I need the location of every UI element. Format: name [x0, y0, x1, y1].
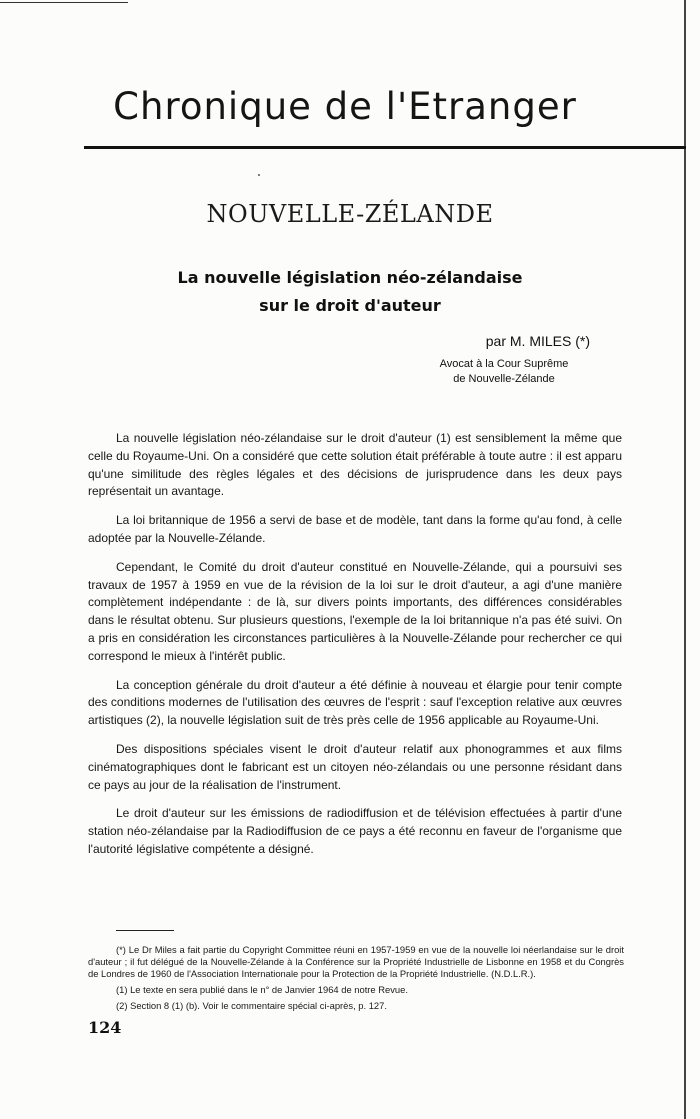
body-paragraph: Le droit d'auteur sur les émissions de radiodiffusion et de télévision effectuées à partir d'une station néo-zélandaise par la Radiodiffusion de ce pays a été reconnu en faveur de l'organisme que l'autorité législative compétente a désigné.	[88, 806, 622, 856]
footnote: (1) Le texte en sera publié dans le n° de Janvier 1964 de notre Revue.	[116, 984, 408, 995]
article-title-line-2: sur le droit d'auteur	[259, 296, 441, 315]
body-paragraph: Cependant, le Comité du droit d'auteur constitué en Nouvelle-Zélande, qui a poursuivi ses travaux de 1957 à 1959 en vue de la révision de la loi sur le droit d'auteur, a agi d'une manière complètement indépendante : de là, sur divers points importants, des différences considérables dans le résultat obtenu. Sur plusieurs questions, l'exemple de la loi britannique n'a pas été suivi. On a pris en considération les circonstances particulières à la Nouvelle-Zélande pour rechercher ce qui correspond le mieux à l'intérêt public.	[88, 559, 622, 663]
footnote: (*) Le Dr Miles a fait partie du Copyright Committee réuni en 1957-1959 en vue de la nouvelle loi néerlandaise sur le droit d'auteur ; il fut délégué de la Nouvelle-Zélande à la Conférence sur la Propriété Industrielle de Lisbonne en 1958 et du Congrès de Londres de 1960 de l'Association Internationale pour la Protection de la Propriété Industrielle. (N.D.L.R.).	[88, 944, 624, 979]
footnote-separator	[116, 930, 174, 931]
affiliation-line-2: de Nouvelle-Zélande	[453, 373, 555, 385]
affiliation-line-1: Avocat à la Cour Suprême	[439, 358, 569, 370]
scan-speck	[258, 174, 260, 176]
section-title: Chronique de l'Etranger	[113, 85, 577, 128]
footnotes	[88, 944, 624, 1016]
page-number: 124	[88, 1018, 122, 1037]
article-title	[150, 264, 550, 320]
footnote: (2) Section 8 (1) (b). Voir le commentaire spécial ci-après, p. 127.	[116, 1000, 387, 1011]
country-heading: NOUVELLE-ZÉLANDE	[206, 200, 494, 228]
scan-edge-line	[0, 2, 128, 3]
body-paragraph: La loi britannique de 1956 a servi de base et de modèle, tant dans la forme qu'au fond, à celle adoptée par la Nouvelle-Zélande.	[88, 513, 622, 545]
body-paragraph: La nouvelle législation néo-zélandaise sur le droit d'auteur (1) est sensiblement la même que celle du Royaume-Uni. On a considéré que cette solution était préférable à toute autre : il est apparu qu'une similitude des règles légales et des décisions de jurisprudence dans les deux pays représentait un avantage.	[88, 431, 622, 499]
scan-page-edge	[684, 0, 686, 1119]
title-rule	[84, 146, 686, 149]
body-paragraph: Des dispositions spéciales visent le droit d'auteur relatif aux phonogrammes et aux films cinématographiques dont le fabricant est un citoyen néo-zélandais ou une personne résidant dans ce pays au jour de la réalisation de l'instrument.	[88, 741, 622, 792]
article-title-line-1: La nouvelle législation néo-zélandaise	[177, 268, 523, 287]
author-byline: par M. MILES (*)	[485, 333, 590, 349]
author-affiliation	[404, 357, 604, 387]
article-body	[88, 430, 622, 870]
body-paragraph: La conception générale du droit d'auteur a été définie à nouveau et élargie pour tenir compte des conditions modernes de l'utilisation des œuvres de l'esprit : sauf l'exception relative aux œuvres artistiques (2), la nouvelle législation suit de très près celle de 1956 applicable au Royaume-Uni.	[88, 677, 622, 728]
